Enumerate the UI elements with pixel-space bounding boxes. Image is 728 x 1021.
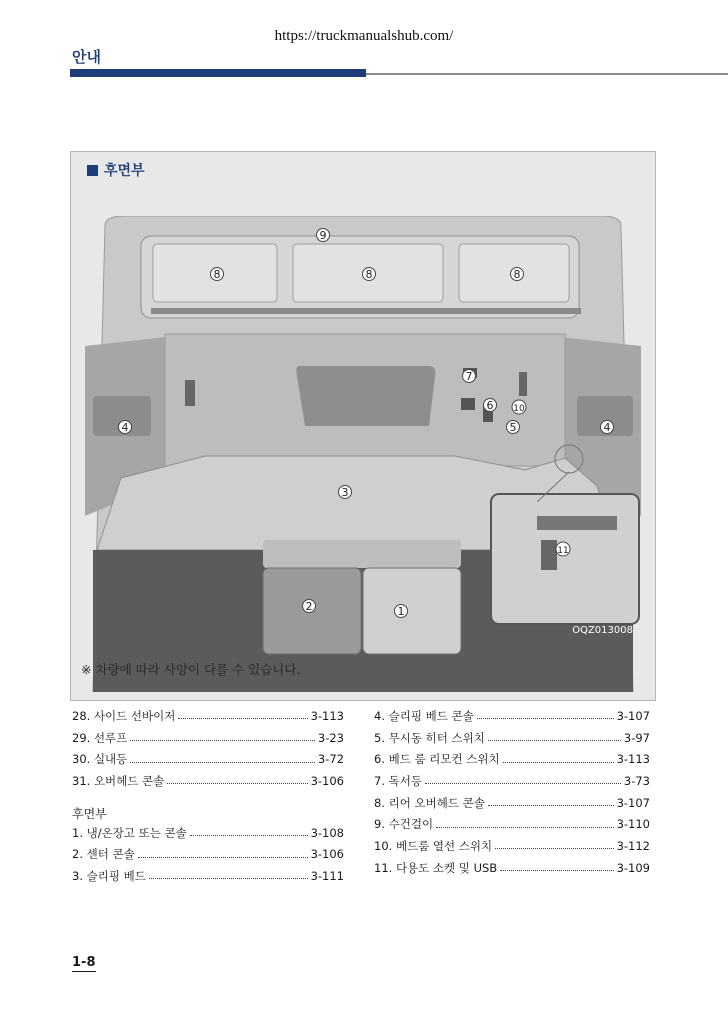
toc-leader-dots <box>495 848 613 849</box>
svg-text:11: 11 <box>557 546 569 556</box>
callout-8-left <box>211 268 224 282</box>
toc-entry-page: 3-113 <box>310 709 344 723</box>
callout-6 <box>484 399 497 413</box>
toc-entry-title: 10. 베드룸 열선 스위치 <box>374 839 493 854</box>
toc-entry-page: 3-111 <box>310 869 344 884</box>
toc-entry-page: 3-106 <box>310 774 344 789</box>
figure-heading <box>87 160 145 180</box>
toc-entry-title: 5. 무시동 히터 스위치 <box>374 730 485 745</box>
toc-entry-page: 3-73 <box>623 774 650 789</box>
toc-entry[interactable] <box>374 730 650 752</box>
toc-entry-page: 3-108 <box>310 825 344 840</box>
toc-leader-dots <box>149 878 308 879</box>
toc-leader-dots <box>488 805 614 806</box>
toc-entry[interactable] <box>374 773 650 795</box>
svg-text:9: 9 <box>319 229 327 242</box>
callout-8-right <box>511 268 524 282</box>
toc-entry[interactable] <box>72 708 344 730</box>
toc-entry-page: 3-107 <box>616 795 650 810</box>
svg-text:8: 8 <box>365 268 373 281</box>
svg-text:8: 8 <box>513 268 521 281</box>
toc-entry[interactable] <box>374 795 650 817</box>
toc-entry-title: 6. 베드 룸 리모컨 스위치 <box>374 752 500 767</box>
toc-entry-title: 29. 선루프 <box>72 730 128 745</box>
source-url[interactable]: https://truckmanualshub.com/ <box>274 28 454 44</box>
toc-leader-dots <box>503 762 614 763</box>
toc-entry-title: 2. 센터 콘솔 <box>72 847 135 862</box>
toc-entry-title: 9. 수건걸이 <box>374 817 434 832</box>
toc-leader-dots <box>130 762 315 763</box>
toc-entry[interactable] <box>374 860 650 882</box>
svg-text:4: 4 <box>603 421 611 434</box>
toc-entry-title: 3. 슬리핑 베드 <box>72 869 146 884</box>
callout-4-right <box>601 421 614 435</box>
callout-4-left <box>119 421 132 435</box>
toc-entry-page: 3-23 <box>317 730 344 745</box>
svg-text:8: 8 <box>213 268 221 281</box>
toc-entry-title: 7. 독서등 <box>374 774 422 789</box>
svg-text:7: 7 <box>465 370 473 383</box>
toc-subheading-rear: 후면부 <box>72 806 107 821</box>
svg-text:4: 4 <box>121 421 129 434</box>
toc-entry-page: 3-107 <box>616 709 650 723</box>
toc-entry[interactable] <box>374 816 650 838</box>
callout-5 <box>507 421 520 435</box>
toc-leader-dots <box>425 783 621 784</box>
toc-entry-title: 28. 사이드 선바이저 <box>72 709 176 723</box>
svg-text:6: 6 <box>486 399 494 412</box>
svg-text:1: 1 <box>397 605 405 618</box>
toc-leader-dots <box>488 740 621 741</box>
toc-right-column <box>374 708 650 882</box>
toc-entry[interactable] <box>72 751 344 773</box>
truck-cabin-rear-illustration <box>85 216 641 692</box>
callout-8-center <box>363 268 376 282</box>
svg-text:10: 10 <box>513 404 525 414</box>
toc-left-column <box>72 708 344 890</box>
toc-leader-dots <box>130 740 315 741</box>
toc-entry[interactable] <box>72 868 344 890</box>
heading-square-icon <box>87 165 98 176</box>
callout-1 <box>395 605 408 619</box>
callout-3 <box>339 486 352 500</box>
toc-entry[interactable] <box>72 825 344 847</box>
figure-heading-text: 후면부 <box>104 163 145 179</box>
toc-entry[interactable] <box>72 846 344 868</box>
toc-entry-title: 1. 냉/온장고 또는 콘솔 <box>72 825 187 840</box>
toc-entry-title: 8. 리어 오버헤드 콘솔 <box>374 795 485 810</box>
page-number: 1-8 <box>72 955 96 970</box>
toc-entry-page: 3-109 <box>616 860 650 875</box>
callout-7 <box>463 370 476 384</box>
rear-interior-figure <box>70 151 656 701</box>
callout-2 <box>303 600 316 614</box>
toc-leader-dots <box>178 718 307 719</box>
toc-entry-title: 4. 슬리핑 베드 콘솔 <box>374 709 474 723</box>
toc-entry[interactable] <box>72 730 344 752</box>
toc-entry-page: 3-113 <box>616 752 650 767</box>
image-code: OQZ013008 <box>572 625 633 636</box>
toc-entry[interactable] <box>72 773 344 795</box>
callout-11 <box>556 542 570 556</box>
callout-9 <box>317 229 330 243</box>
toc-entry-title: 30. 실내등 <box>72 752 128 767</box>
toc-entry-page: 3-112 <box>616 839 650 854</box>
section-title: 안내 <box>72 48 101 66</box>
toc-entry-title: 31. 오버헤드 콘솔 <box>72 774 165 789</box>
toc-leader-dots <box>138 857 308 858</box>
toc-entry[interactable] <box>374 751 650 773</box>
toc-entry[interactable] <box>374 838 650 860</box>
toc-entry[interactable] <box>374 708 650 730</box>
svg-text:2: 2 <box>305 600 313 613</box>
toc-leader-dots <box>477 718 614 719</box>
svg-text:3: 3 <box>341 486 349 499</box>
callout-10 <box>512 400 526 414</box>
toc-entry-page: 3-72 <box>317 752 344 767</box>
toc-entry-page: 3-97 <box>623 730 650 745</box>
header-rule-thin <box>366 73 728 75</box>
toc-leader-dots <box>190 835 308 836</box>
figure-note: ※ 차량에 따라 사양이 다를 수 있습니다. <box>81 662 301 677</box>
toc-leader-dots <box>500 870 613 871</box>
toc-leader-dots <box>436 827 614 828</box>
header-rule-thick <box>70 69 366 77</box>
toc-leader-dots <box>167 783 307 784</box>
toc-entry-page: 3-106 <box>310 847 344 862</box>
svg-text:5: 5 <box>509 421 517 434</box>
toc-entry-title: 11. 다용도 소켓 및 USB <box>374 860 498 875</box>
toc-entry-page: 3-110 <box>616 817 650 832</box>
